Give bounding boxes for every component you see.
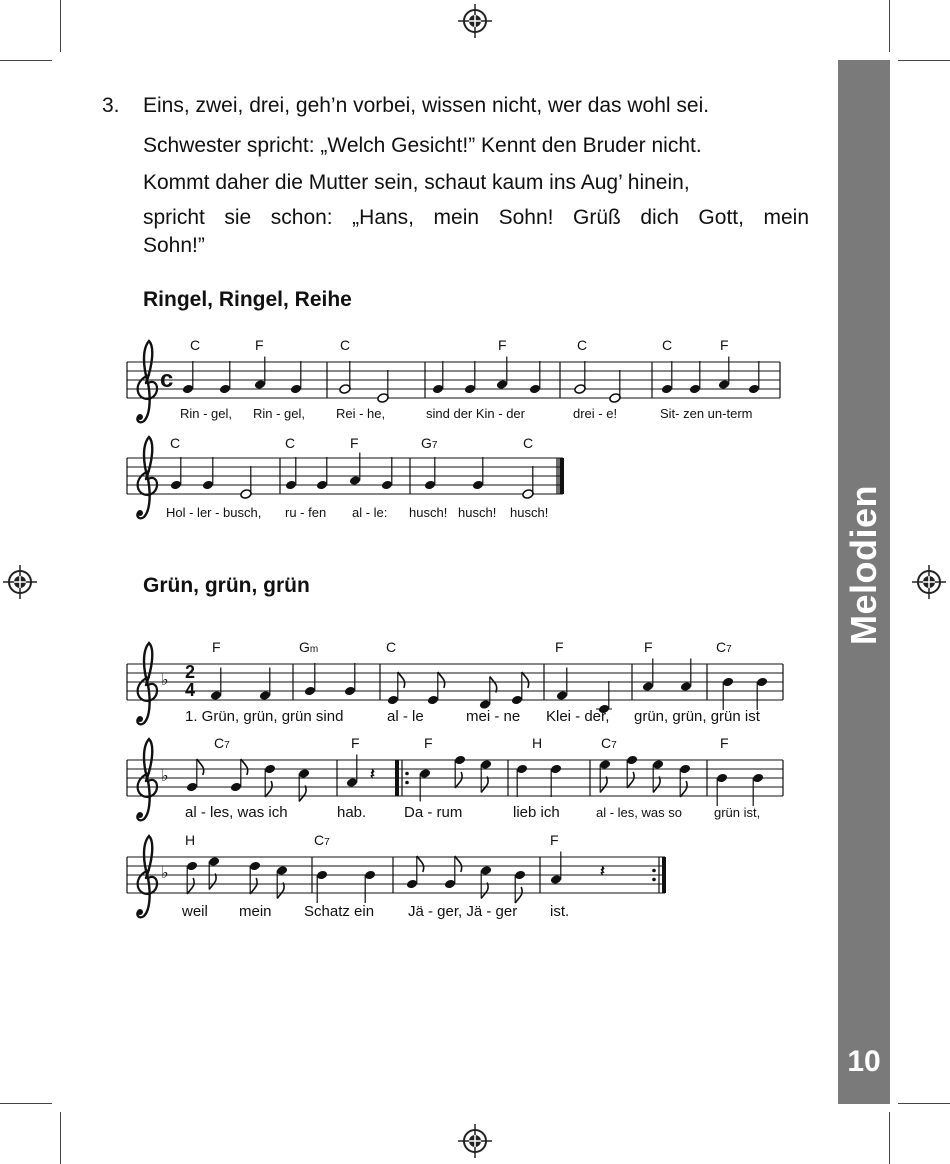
chord-label: H	[532, 735, 543, 751]
chapter-label-text: Melodien	[843, 484, 885, 646]
chord-label: C7	[601, 735, 617, 751]
flat-sign: ♭	[161, 672, 169, 689]
note-flag	[197, 759, 204, 775]
chord-label: Gm	[299, 639, 319, 655]
chord-label: C	[340, 337, 351, 353]
lyric: husch!	[510, 505, 549, 520]
note-flag	[680, 781, 687, 797]
lyric: mei - ne	[466, 708, 521, 725]
lyric: ru - fen	[285, 505, 327, 520]
lyric: Hol - ler - busch,	[166, 505, 262, 520]
note-flag	[265, 781, 272, 797]
chord-label: F	[498, 337, 507, 353]
lyric: lieb ich	[513, 804, 560, 821]
chord-label: H	[185, 832, 196, 848]
note-flag	[277, 883, 284, 899]
lyric: weil	[182, 903, 208, 920]
page-number: 10	[847, 1045, 881, 1078]
song-title: Ringel, Ringel, Reihe	[143, 288, 352, 311]
lyric: Jä - ger, Jä - ger	[408, 903, 518, 920]
chord-label: C	[523, 435, 534, 451]
verse-line: Kommt daher die Mutter sein, schaut kaum ins Aug’ hinein,	[143, 171, 690, 194]
lyric: drei - e!	[573, 406, 618, 421]
note-flag	[241, 759, 248, 775]
final-bar	[662, 857, 666, 893]
song-title: Grün, grün, grün	[143, 574, 310, 597]
lyric: hab.	[337, 804, 367, 821]
time-signature-bottom: 4	[185, 680, 196, 700]
treble-clef-icon	[137, 836, 157, 917]
staff	[127, 836, 666, 917]
verse-line: Sohn!”	[143, 234, 205, 257]
chord-label: F	[720, 735, 729, 751]
chord-label: F	[424, 735, 433, 751]
repeat-start-bar	[395, 760, 399, 796]
chord-label: C	[170, 435, 181, 451]
chord-label: C7	[314, 832, 330, 848]
note-flag	[417, 856, 424, 872]
chord-label: F	[644, 639, 653, 655]
lyric: Rin - gel,	[180, 406, 233, 421]
chord-label: C	[577, 337, 588, 353]
lyric: al - le	[387, 708, 424, 725]
note-flag	[481, 883, 488, 899]
chord-label: F	[555, 639, 564, 655]
chord-label: C	[285, 435, 296, 451]
note-flag	[653, 777, 660, 793]
note-flag	[209, 874, 216, 890]
note-flag	[455, 856, 462, 872]
chord-label: C	[386, 639, 397, 655]
lyric: Rin - gel,	[253, 406, 306, 421]
chord-label: F	[212, 639, 221, 655]
rest-symbol: 𝄽	[600, 863, 605, 880]
chord-label: F	[550, 832, 559, 848]
chord-label: G7	[421, 435, 438, 451]
treble-clef-icon	[137, 341, 157, 422]
time-signature-top: 2	[185, 662, 196, 682]
lyric: mein	[239, 903, 272, 920]
chord-label: F	[351, 735, 360, 751]
lyric: sind der Kin - der	[426, 406, 525, 421]
chord-label: F	[720, 337, 729, 353]
lyric: Da - rum	[404, 804, 463, 821]
repeat-dot	[652, 878, 656, 882]
note-flag	[515, 887, 522, 903]
lyric: grün ist,	[714, 805, 761, 820]
note-flag	[438, 672, 445, 688]
verse-line: Eins, zwei, drei, geh’n vorbei, wissen nicht, wer das wohl sei.	[143, 94, 710, 117]
repeat-dot	[405, 781, 409, 785]
repeat-dot	[652, 869, 656, 873]
chord-label: C7	[716, 639, 732, 655]
chord-label: C	[190, 337, 201, 353]
verse-line: Schwester spricht: „Welch Gesicht!” Kennt den Bruder nicht.	[143, 134, 702, 157]
note-flag	[481, 777, 488, 793]
chord-label: C7	[214, 735, 230, 751]
lyric: al - le:	[352, 505, 388, 520]
lyric: Rei - he,	[336, 406, 386, 421]
note-flag	[455, 772, 462, 788]
final-bar	[560, 458, 564, 494]
repeat-dot	[405, 772, 409, 776]
note-flag	[187, 878, 194, 894]
lyric: al - les, was so	[596, 805, 682, 820]
lyric: grün, grün, grün ist	[634, 708, 760, 725]
treble-clef-icon	[137, 739, 157, 820]
common-time-symbol: c	[160, 366, 174, 393]
note-flag	[627, 772, 634, 788]
note-flag	[299, 786, 306, 802]
lyric: ist.	[550, 903, 570, 920]
note-flag	[250, 878, 257, 894]
chord-label: F	[255, 337, 264, 353]
note-flag	[522, 672, 529, 688]
chord-label: F	[350, 435, 359, 451]
lyric: Klei - der,	[546, 708, 610, 725]
rest-symbol: 𝄽	[370, 766, 375, 783]
note-flag	[398, 672, 405, 688]
verse-line: spricht sie schon: „Hans, mein Sohn! Grüß dich Gott, mein	[143, 206, 809, 229]
note-flag	[600, 777, 607, 793]
chord-label: C	[662, 337, 673, 353]
flat-sign: ♭	[161, 865, 169, 882]
treble-clef-icon	[137, 643, 157, 724]
treble-clef-icon	[137, 437, 157, 518]
lyric: husch!	[458, 505, 497, 520]
flat-sign: ♭	[161, 768, 169, 785]
lyric: husch!	[409, 505, 448, 520]
verse-number: 3.	[102, 94, 120, 117]
lyric: 1. Grün, grün, grün sind	[185, 708, 344, 725]
lyric: al - les, was ich	[185, 804, 288, 821]
lyric: Schatz ein	[304, 903, 375, 920]
note-flag	[490, 677, 497, 693]
lyric: Sit- zen un-term	[660, 406, 753, 421]
